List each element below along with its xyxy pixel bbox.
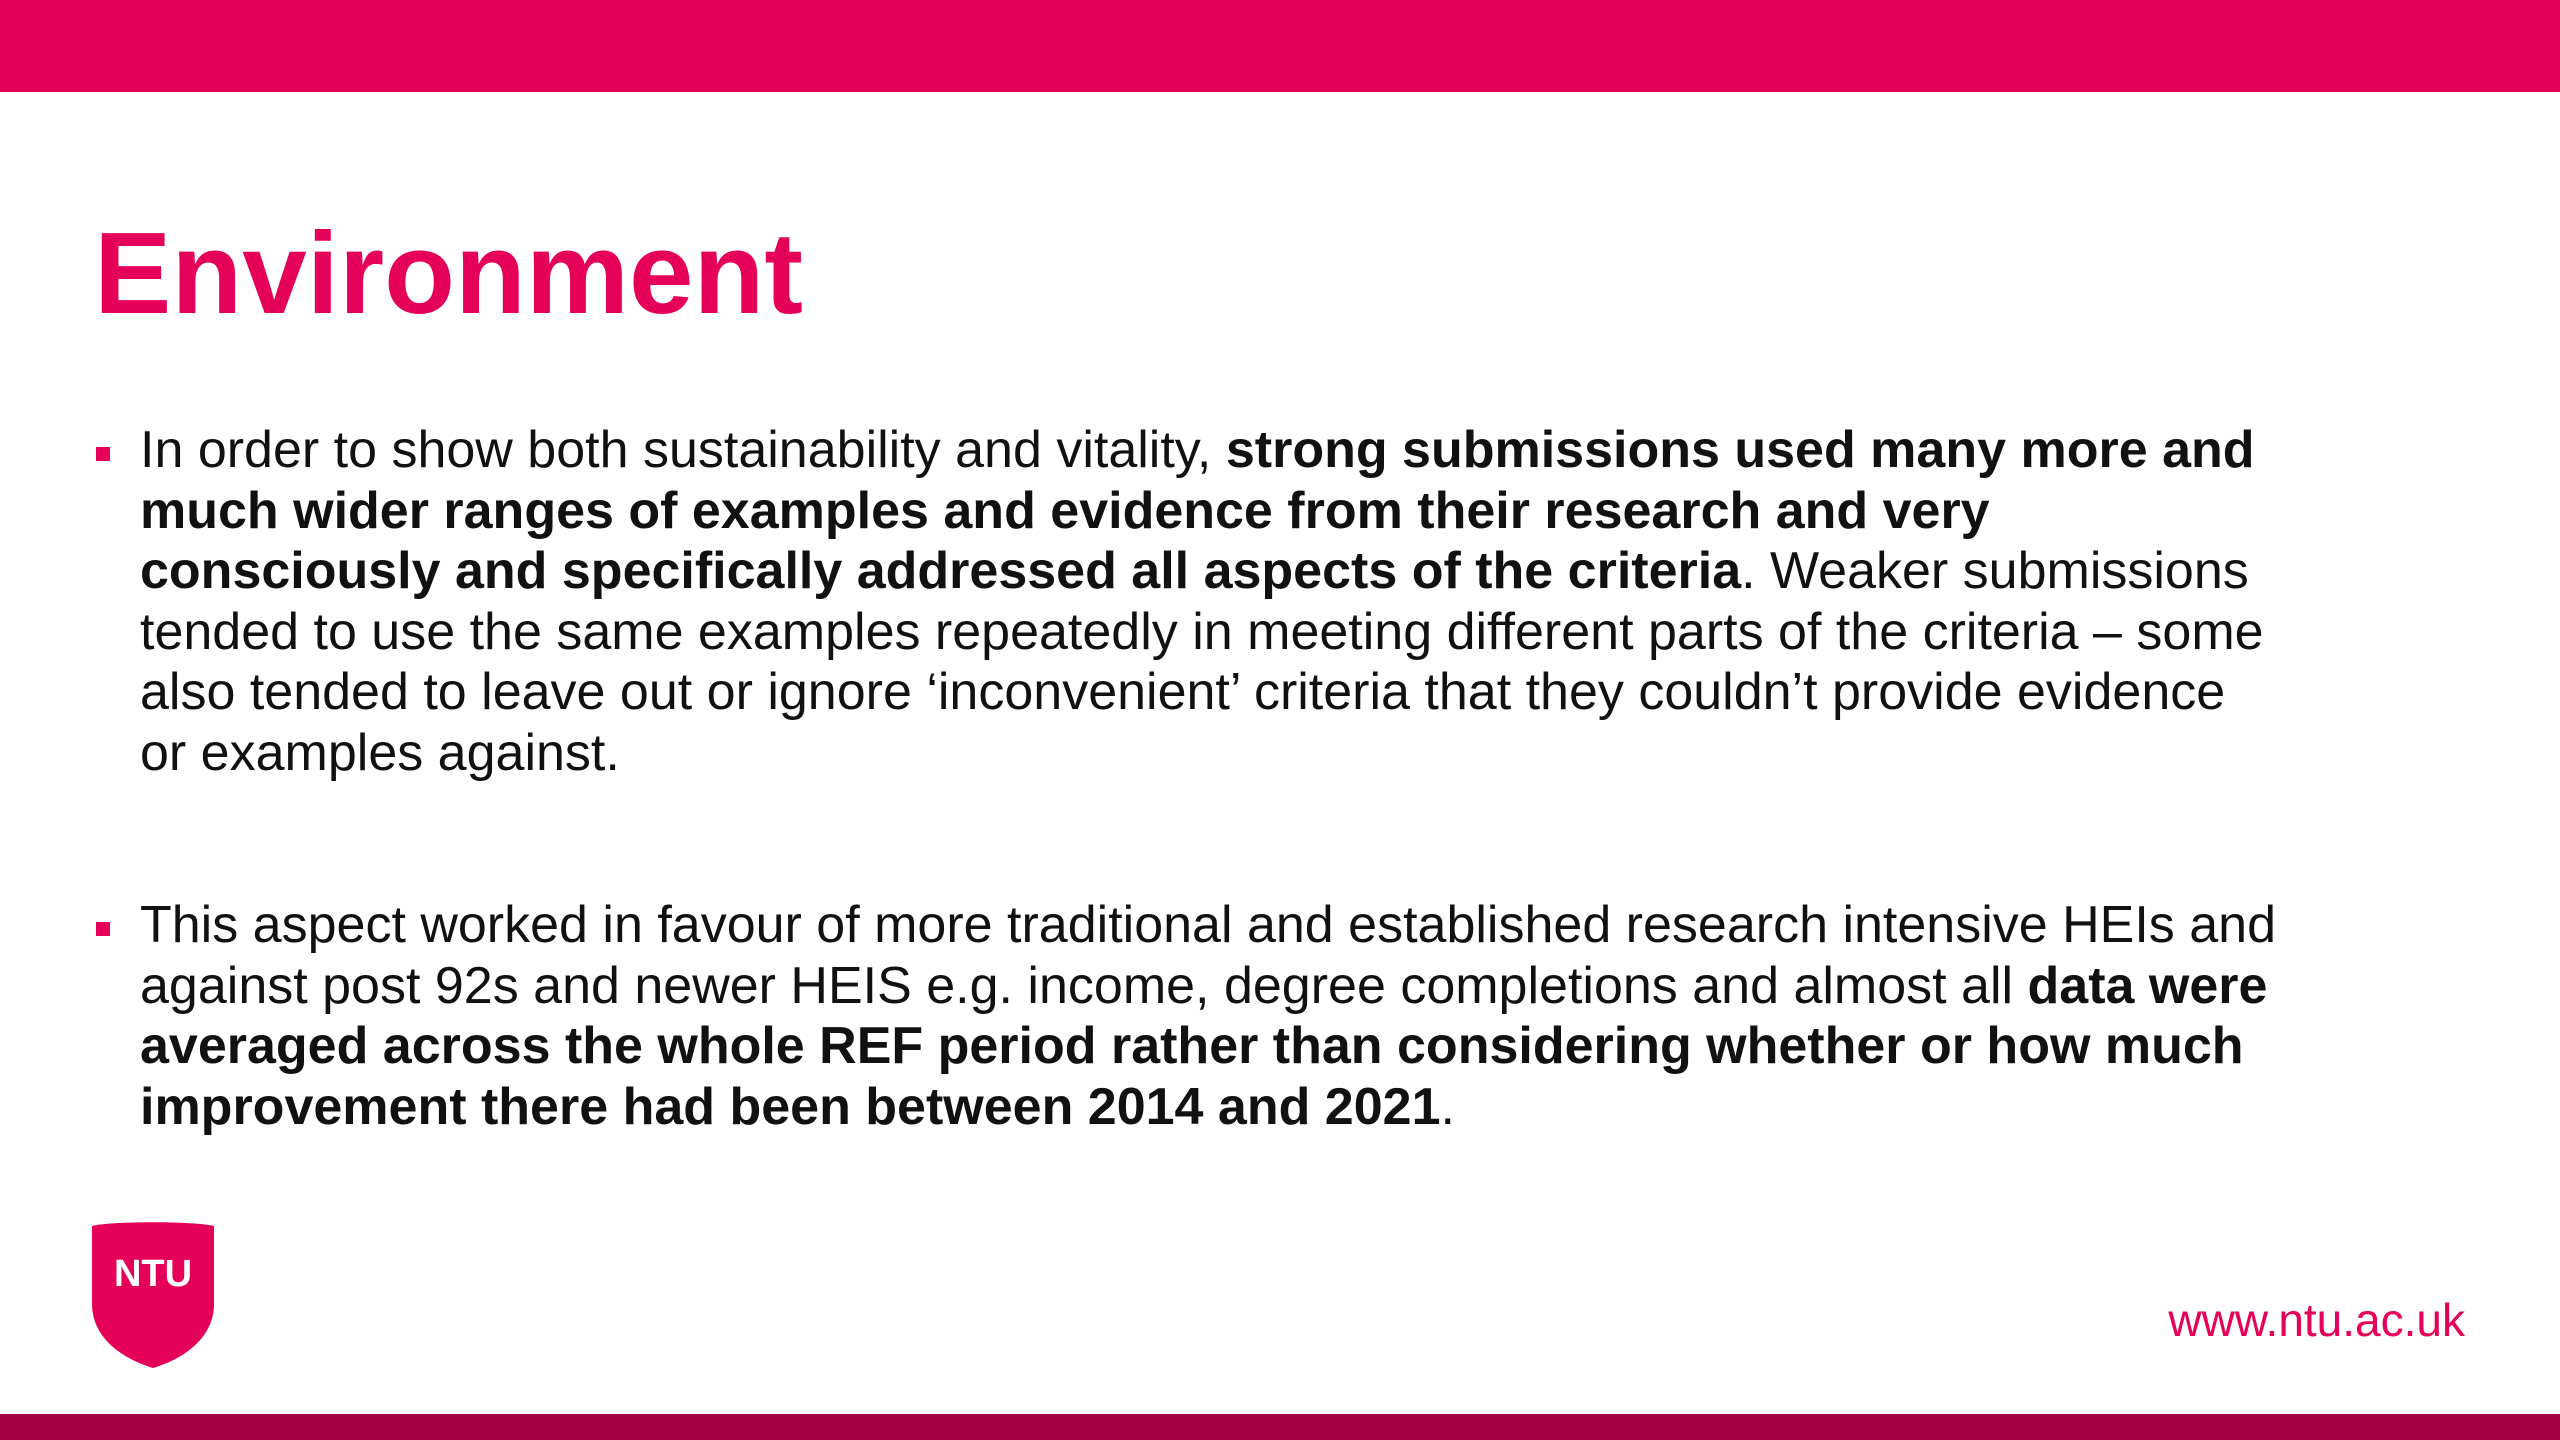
footer-url-link[interactable]: www.ntu.ac.uk bbox=[2168, 1294, 2465, 1346]
bullet-text-bold: consciously and specifically addressed all aspects of the criteria bbox=[140, 542, 1742, 600]
bullet-text-bold: improvement there had been between 2014 and 2021 bbox=[140, 1077, 1441, 1136]
bottom-accent-bar bbox=[0, 1414, 2560, 1440]
bullet-text-regular: This aspect worked in favour of more traditional and established research intensive HEIs and bbox=[140, 896, 2277, 954]
bullet-line bbox=[140, 481, 2464, 542]
bullet-text-bold: much wider ranges of examples and evidence from their research and very bbox=[140, 481, 1990, 540]
bullet-line bbox=[140, 420, 2464, 481]
bullet-text-regular: tended to use the same examples repeatedly in meeting different parts of the criteria – some bbox=[140, 602, 2264, 661]
bullet-text-regular: . Weaker submissions bbox=[1741, 542, 2249, 600]
top-accent-bar bbox=[0, 0, 2560, 92]
ntu-shield-logo-icon bbox=[92, 1222, 214, 1368]
bullet-item bbox=[94, 420, 2464, 783]
bullet-text-regular: or examples against. bbox=[140, 723, 620, 782]
slide-title: Environment bbox=[94, 208, 803, 338]
bullet-line bbox=[140, 956, 2464, 1017]
bullet-line bbox=[140, 541, 2464, 602]
bullet-text-bold: strong submissions used many more and bbox=[1225, 421, 2255, 479]
bullet-item bbox=[94, 895, 2464, 1137]
bullet-text-bold: data were bbox=[2027, 956, 2268, 1015]
bullet-line bbox=[140, 662, 2464, 723]
bullet-line bbox=[140, 1077, 2464, 1138]
bullet-line bbox=[140, 602, 2464, 663]
bullet-text-regular: In order to show both sustainability and vitality, bbox=[140, 421, 1226, 479]
bullet-line bbox=[140, 723, 2464, 784]
bullet-line bbox=[140, 1016, 2464, 1077]
bullet-text-regular: . bbox=[1440, 1077, 1455, 1136]
bullet-line bbox=[140, 895, 2464, 956]
logo-text: NTU bbox=[113, 1253, 193, 1295]
bullet-square-icon bbox=[96, 922, 110, 936]
bullet-text-regular: against post 92s and newer HEIS e.g. income, degree completions and almost all bbox=[140, 956, 2028, 1015]
bullet-square-icon bbox=[96, 447, 110, 461]
bullet-text-regular: also tended to leave out or ignore ‘inconvenient’ criteria that they couldn’t provide evidence bbox=[140, 663, 2226, 721]
bullet-list bbox=[94, 420, 2464, 1137]
bullet-text-bold: averaged across the whole REF period rather than considering whether or how much bbox=[140, 1017, 2244, 1075]
